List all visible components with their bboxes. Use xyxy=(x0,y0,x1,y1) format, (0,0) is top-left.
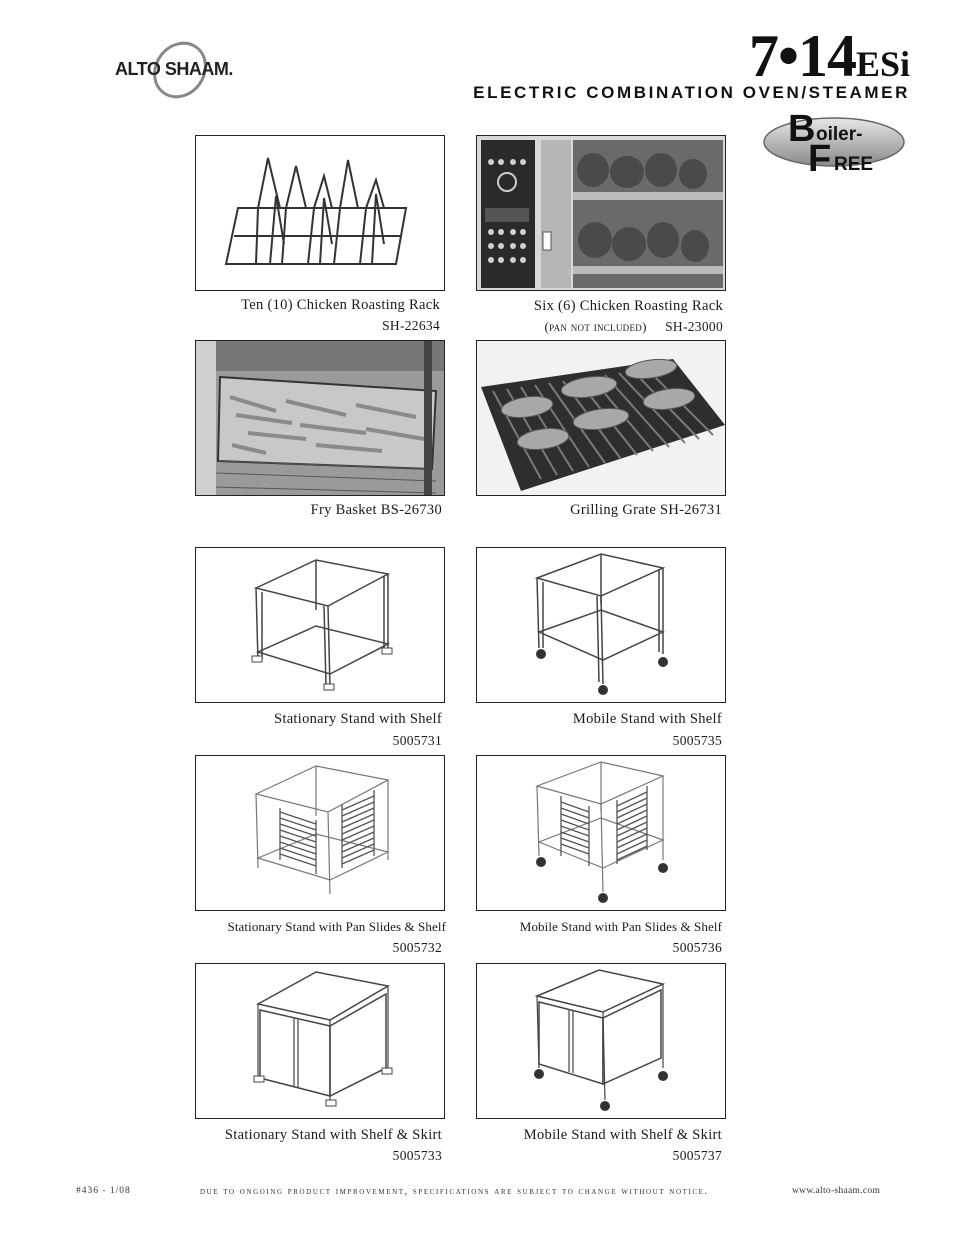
code-stationary-stand-skirt: 5005733 xyxy=(392,1148,442,1163)
caption-stationary-stand-skirt: Stationary Stand with Shelf & Skirt xyxy=(224,1127,442,1143)
product-subtitle: ELECTRIC COMBINATION OVEN/STEAMER xyxy=(473,83,910,102)
caption-grilling-grate: Grilling Grate SH-26731 xyxy=(570,502,722,518)
code-stationary-stand-pan-slides: 5005732 xyxy=(392,940,442,955)
mobile-stand-skirt-drawing-icon xyxy=(477,964,726,1119)
stationary-stand-skirt-drawing-icon xyxy=(196,964,445,1119)
stationary-stand-pan-slides-drawing-icon xyxy=(196,756,445,911)
product-image-grilling-grate xyxy=(476,340,726,496)
fry-basket-photo-icon xyxy=(196,341,445,496)
product-image-stationary-stand-pan-slides xyxy=(195,755,445,911)
model-suffix: ESi xyxy=(855,44,910,84)
document-number: #436 - 1/08 xyxy=(76,1186,131,1196)
caption-mobile-stand-shelf: Mobile Stand with Shelf xyxy=(572,711,722,727)
caption-fry-basket: Fry Basket BS-26730 xyxy=(310,502,442,518)
badge-word-oiler: oiler- xyxy=(816,124,863,145)
alto-shaam-logo xyxy=(100,40,275,102)
grilling-grate-photo-icon xyxy=(477,341,726,496)
badge-word-ree: REE xyxy=(834,154,874,175)
caption-mobile-stand-pan-slides: Mobile Stand with Pan Slides & Shelf xyxy=(519,919,722,934)
product-image-mobile-stand-skirt xyxy=(476,963,726,1119)
code-mobile-stand-skirt: 5005737 xyxy=(672,1148,722,1163)
chicken-rack-illustration-icon xyxy=(196,136,445,291)
website-link[interactable]: www.alto-shaam.com xyxy=(792,1186,881,1196)
product-image-ten-chicken-rack xyxy=(195,135,445,291)
caption-stationary-stand-shelf: Stationary Stand with Shelf xyxy=(274,711,442,727)
code-six-chicken-rack-line xyxy=(463,319,723,335)
product-image-stationary-stand-shelf xyxy=(195,547,445,703)
badge-letter-b: B xyxy=(788,108,816,150)
brand-name: ALTO SHAAM. xyxy=(115,59,233,79)
caption-ten-chicken-rack: Ten (10) Chicken Roasting Rack xyxy=(241,297,440,313)
product-image-six-chicken-rack xyxy=(476,135,726,291)
product-image-fry-basket xyxy=(195,340,445,496)
stationary-stand-drawing-icon xyxy=(196,548,445,703)
caption-stationary-stand-pan-slides: Stationary Stand with Pan Slides & Shelf xyxy=(227,919,446,934)
code-six-chicken-rack: SH-23000 xyxy=(665,319,723,334)
code-mobile-stand-shelf: 5005735 xyxy=(672,733,722,748)
caption-mobile-stand-skirt: Mobile Stand with Shelf & Skirt xyxy=(523,1127,722,1143)
code-ten-chicken-rack: SH-22634 xyxy=(382,318,440,333)
product-image-mobile-stand-pan-slides xyxy=(476,755,726,911)
disclaimer-notice: due to ongoing product improvement, specifications are subject to change without notice. xyxy=(200,1186,709,1197)
caption-six-chicken-rack: Six (6) Chicken Roasting Rack xyxy=(533,298,723,314)
model-main: 7•14 xyxy=(748,23,856,89)
mobile-stand-drawing-icon xyxy=(477,548,726,703)
mobile-stand-pan-slides-drawing-icon xyxy=(477,756,726,911)
product-image-mobile-stand-shelf xyxy=(476,547,726,703)
product-image-stationary-stand-skirt xyxy=(195,963,445,1119)
pan-not-included-note: (pan not included) xyxy=(544,319,647,334)
code-mobile-stand-pan-slides: 5005736 xyxy=(672,940,722,955)
badge-letter-f: F xyxy=(808,138,832,180)
code-stationary-stand-shelf: 5005731 xyxy=(392,733,442,748)
oven-with-chickens-photo-icon xyxy=(477,136,726,291)
boiler-free-badge xyxy=(762,110,912,178)
